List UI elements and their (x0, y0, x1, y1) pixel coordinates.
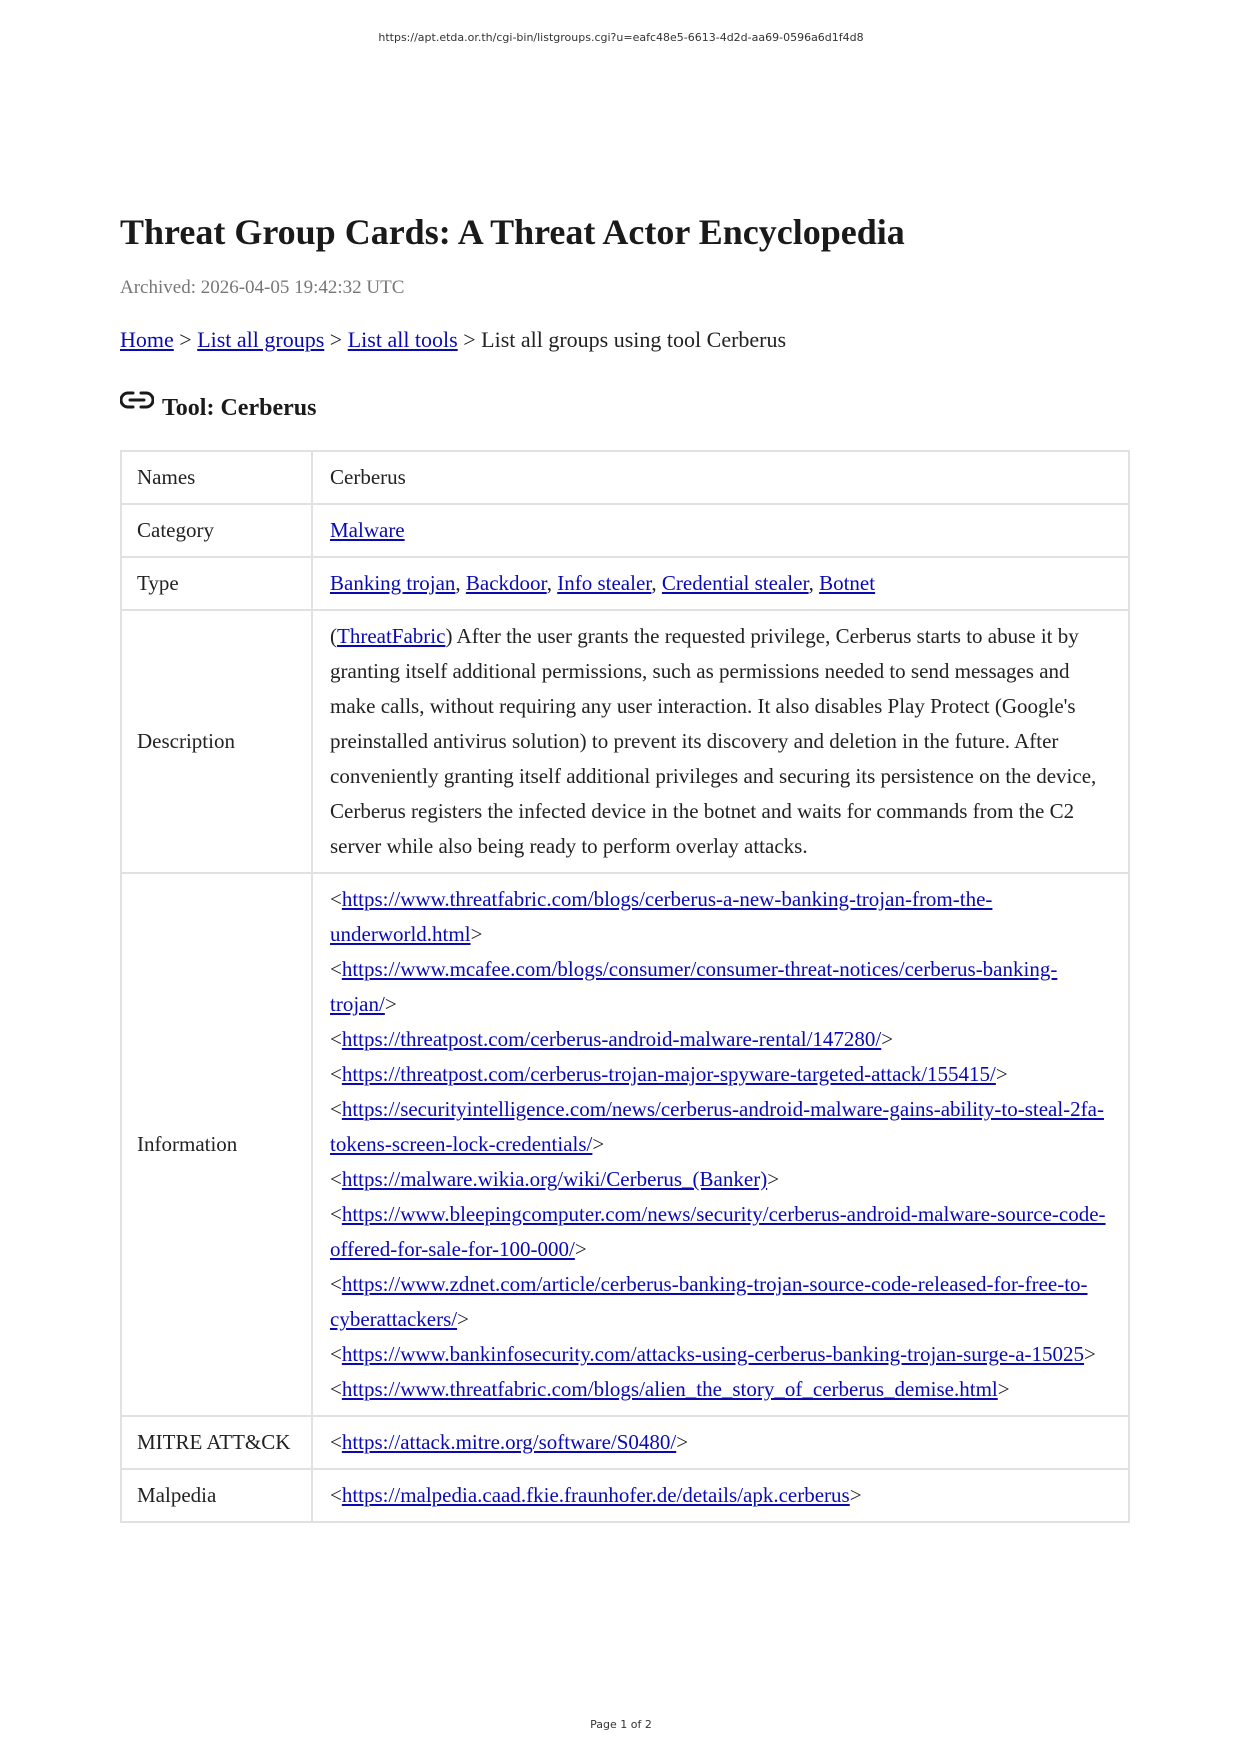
breadcrumb-separator: > (463, 327, 476, 352)
list-item: <https://threatpost.com/cerberus-trojan-major-spyware-targeted-attack/155415/> (330, 1062, 1008, 1086)
information-links (312, 873, 1129, 1416)
info-link[interactable]: https://threatpost.com/cerberus-trojan-major-spyware-targeted-attack/155415/ (341, 1062, 996, 1086)
table-row-category (121, 504, 1129, 557)
table-row-information (121, 873, 1129, 1416)
list-item: <https://www.threatfabric.com/blogs/cerberus-a-new-banking-trojan-from-the-underworld.html> (330, 887, 993, 946)
list-item: <https://www.threatfabric.com/blogs/alien_the_story_of_cerberus_demise.html> (330, 1377, 1010, 1401)
malpedia-label: Malpedia (121, 1469, 312, 1522)
table-row-description (121, 610, 1129, 873)
information-label: Information (121, 873, 312, 1416)
breadcrumb-tools-link[interactable]: List all tools (347, 327, 458, 352)
breadcrumb-home-link[interactable]: Home (120, 327, 174, 352)
tool-heading (120, 388, 1130, 428)
type-link-banking-trojan[interactable]: Banking trojan (330, 571, 456, 595)
page-number: Page 1 of 2 (590, 1718, 652, 1731)
description-value: (ThreatFabric) After the user grants the requested privilege, Cerberus starts to abuse it by granting itself additional permissions, such as permissions needed to send messages and make calls, without requiring any user interaction. It also disables Play Protect (Google's preinstalled antivirus solution) to prevent its discovery and deletion in the future. After conveniently granting itself additional privileges and securing its persistence on the device, Cerberus registers the infected device in the botnet and waits for commands from the C2 server while also being ready to perform overlay attacks. (312, 610, 1129, 873)
list-item: <https://www.zdnet.com/article/cerberus-banking-trojan-source-code-released-for-free-to-cyberattackers/> (330, 1272, 1088, 1331)
breadcrumb-current: List all groups using tool Cerberus (481, 327, 787, 352)
info-link[interactable]: https://www.bleepingcomputer.com/news/security/cerberus-android-malware-source-code-offered-for-sale-for-100-000/ (330, 1202, 1106, 1261)
info-link[interactable]: https://www.threatfabric.com/blogs/alien_the_story_of_cerberus_demise.html (341, 1377, 998, 1401)
print-header-url: https://apt.etda.or.th/cgi-bin/listgroups.cgi?u=eafc48e5-6613-4d2d-aa69-0596a6d1f4d8 (378, 31, 864, 44)
info-link[interactable]: https://malware.wikia.org/wiki/Cerberus_(Banker) (341, 1167, 768, 1191)
archived-timestamp: Archived: 2026-04-05 19:42:32 UTC (120, 277, 405, 298)
category-link[interactable]: Malware (330, 518, 405, 542)
type-label: Type (121, 557, 312, 610)
breadcrumb-groups-link[interactable]: List all groups (197, 327, 325, 352)
link-icon (120, 390, 154, 410)
mitre-label: MITRE ATT&CK (121, 1416, 312, 1469)
list-item: <https://securityintelligence.com/news/cerberus-android-malware-gains-ability-to-steal-2fa-tokens-screen-lock-credentials/> (330, 1097, 1104, 1156)
info-link[interactable]: https://www.bankinfosecurity.com/attacks-using-cerberus-banking-trojan-surge-a-15025 (341, 1342, 1085, 1366)
breadcrumb (120, 326, 1130, 354)
table-row-names (121, 451, 1129, 504)
list-item: <https://www.bankinfosecurity.com/attacks-using-cerberus-banking-trojan-surge-a-15025> (330, 1342, 1096, 1366)
type-link-backdoor[interactable]: Backdoor (465, 571, 547, 595)
table-row-mitre: MITRE ATT&CK <https://attack.mitre.org/software/S0480/> (121, 1416, 1129, 1469)
names-value: Cerberus (312, 451, 1129, 504)
category-label: Category (121, 504, 312, 557)
mitre-link[interactable]: https://attack.mitre.org/software/S0480/ (341, 1430, 677, 1454)
info-link[interactable]: https://www.zdnet.com/article/cerberus-banking-trojan-source-code-released-for-free-to-cyberattackers/ (330, 1272, 1088, 1331)
malpedia-link[interactable]: https://malpedia.caad.fkie.fraunhofer.de/details/apk.cerberus (341, 1483, 850, 1507)
description-label: Description (121, 610, 312, 873)
names-label: Names (121, 451, 312, 504)
info-link[interactable]: https://securityintelligence.com/news/cerberus-android-malware-gains-ability-to-steal-2fa-tokens-screen-lock-credentials/ (330, 1097, 1104, 1156)
page-content (120, 210, 1130, 1523)
type-link-credential-stealer[interactable]: Credential stealer (661, 571, 809, 595)
description-source-link[interactable]: ThreatFabric (337, 624, 446, 648)
info-link[interactable]: https://www.mcafee.com/blogs/consumer/consumer-threat-notices/cerberus-banking-trojan/ (330, 957, 1058, 1016)
type-link-botnet[interactable]: Botnet (819, 571, 876, 595)
tool-details-table (120, 450, 1130, 1523)
info-link[interactable]: https://threatpost.com/cerberus-android-malware-rental/147280/ (341, 1027, 882, 1051)
page-title: Threat Group Cards: A Threat Actor Encyclopedia (120, 212, 905, 252)
breadcrumb-separator: > (329, 327, 343, 352)
list-item: <https://malware.wikia.org/wiki/Cerberus_(Banker)> (330, 1167, 780, 1191)
description-text: ) After the user grants the requested privilege, Cerberus starts to abuse it by granting itself additional permissions, such as permissions needed to send messages and make calls, without requiring any user interaction. It also disables Play Protect (Google's preinstalled antivirus solution) to prevent its discovery and deletion in the future. After conveniently granting itself additional privileges and securing its persistence on the device, Cerberus registers the infected device in the botnet and waits for commands from the C2 server while also being ready to perform overlay attacks. (330, 624, 1097, 858)
info-link[interactable]: https://www.threatfabric.com/blogs/cerberus-a-new-banking-trojan-from-the-underworld.html (330, 887, 993, 946)
list-item: <https://threatpost.com/cerberus-android-malware-rental/147280/> (330, 1027, 894, 1051)
list-item: <https://www.mcafee.com/blogs/consumer/consumer-threat-notices/cerberus-banking-trojan/> (330, 957, 1058, 1016)
table-row-type (121, 557, 1129, 610)
list-item: <https://www.bleepingcomputer.com/news/security/cerberus-android-malware-source-code-offered-for-sale-for-100-000/> (330, 1202, 1106, 1261)
type-link-info-stealer[interactable]: Info stealer (557, 571, 652, 595)
breadcrumb-separator: > (179, 327, 192, 352)
table-row-malpedia: Malpedia <https://malpedia.caad.fkie.fraunhofer.de/details/apk.cerberus> (121, 1469, 1129, 1522)
tool-title: Tool: Cerberus (162, 394, 317, 421)
type-values: Banking trojan, Backdoor, Info stealer, Credential stealer, Botnet (312, 557, 1129, 610)
